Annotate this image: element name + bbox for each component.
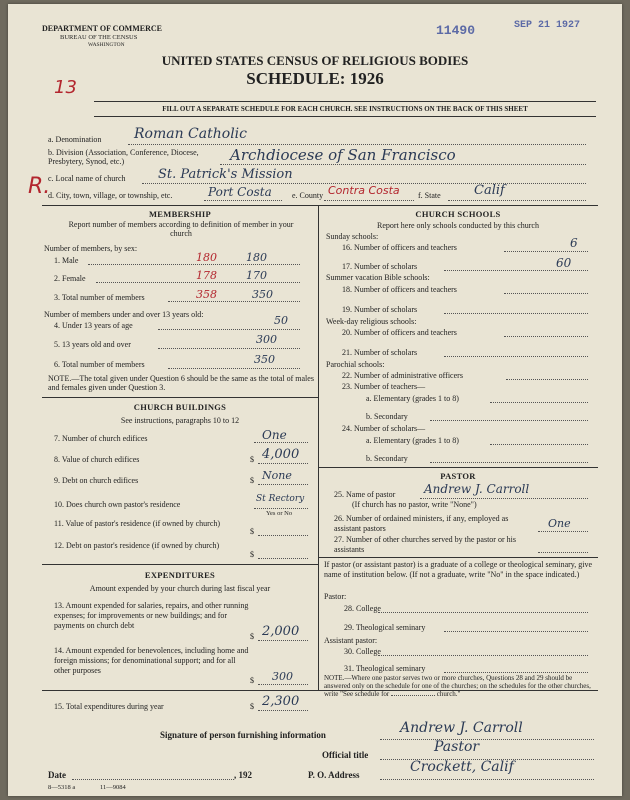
q13-dollar: $ — [250, 632, 254, 641]
form-subtitle: SCHEDULE: 1926 — [246, 69, 384, 88]
q29-label: 29. Theological seminary — [344, 623, 426, 632]
q8-label: 8. Value of church edifices — [54, 455, 140, 464]
city-value[interactable]: Port Costa — [208, 185, 272, 199]
q24-label: 24. Number of scholars— — [342, 424, 426, 433]
q21-label: 21. Number of scholars — [342, 348, 418, 357]
q17-value[interactable]: 60 — [556, 256, 572, 270]
q23b-label: b. Secondary — [366, 412, 408, 421]
q15-value[interactable]: 2,300 — [262, 694, 300, 709]
q25-label: 25. Name of pastor — [334, 490, 396, 499]
q15-label: 15. Total expenditures during year — [54, 702, 164, 711]
q9-dollar: $ — [250, 476, 254, 485]
q30-label: 30. College — [344, 647, 381, 656]
buildings-heading: CHURCH BUILDINGS — [133, 402, 227, 412]
q2-original: 178 — [196, 269, 217, 282]
local-name-value[interactable]: St. Patrick's Mission — [158, 167, 293, 182]
division-label: b. Division (Association, Conference, Diocese, Presbytery, Synod, etc.) — [48, 148, 199, 166]
q6-label: 6. Total number of members — [54, 360, 145, 369]
vacation-schools-label: Summer vacation Bible schools: — [326, 273, 430, 282]
pastor-note — [324, 674, 596, 698]
po-address-label: P. O. Address — [308, 770, 360, 780]
buildings-intro: See instructions, paragraphs 10 to 12 — [120, 416, 240, 425]
q23-label: 23. Number of teachers— — [342, 382, 426, 391]
serial-number-stamp: 11490 — [436, 23, 476, 38]
q24b-label: b. Secondary — [366, 454, 408, 463]
handwritten-13: 13 — [54, 77, 77, 98]
q5-value[interactable]: 300 — [256, 333, 277, 346]
q1-original: 180 — [196, 251, 217, 264]
schools-heading: CHURCH SCHOOLS — [415, 209, 501, 219]
date-received-stamp: SEP 21 1927 — [514, 20, 581, 31]
date-label: Date — [48, 770, 66, 780]
state-value[interactable]: Calif — [474, 183, 505, 198]
q13-value[interactable]: 2,000 — [262, 624, 300, 639]
q26-label: 26. Number of ordained ministers, if any, employed as assistant pastors — [334, 514, 509, 533]
print-number: 11—9084 — [100, 784, 126, 791]
q14-value[interactable]: 300 — [272, 670, 293, 683]
q1-label: 1. Male — [54, 256, 79, 265]
instruction-line: FILL OUT A SEPARATE SCHEDULE FOR EACH CHURCH. SEE INSTRUCTIONS ON THE BACK OF THIS SHEET — [162, 105, 528, 113]
signature-label: Signature of person furnishing information — [160, 730, 326, 740]
q7-value[interactable]: One — [262, 428, 287, 442]
members-by-sex-label: Number of members, by sex: — [44, 244, 138, 253]
city-label-field: d. City, town, village, or township, etc. — [48, 191, 173, 200]
q2-label: 2. Female — [54, 274, 86, 283]
membership-intro: Report number of members according to definition of member in your church — [68, 220, 294, 238]
q11-label: 11. Value of pastor's residence (if owned by church) — [54, 519, 221, 528]
q16-label: 16. Number of officers and teachers — [342, 243, 457, 252]
city-label: WASHINGTON — [88, 42, 125, 48]
q31-label: 31. Theological seminary — [344, 664, 426, 673]
membership-heading: MEMBERSHIP — [148, 209, 212, 219]
q24a-label: a. Elementary (grades 1 to 8) — [366, 436, 459, 445]
pastor-note-text: NOTE.—Where one pastor serves two or more churches, Questions 28 and 29 should be answered only on the schedule for one of the churches; on the schedules for the other churches, write "See schedule for — [324, 674, 591, 698]
q12-label: 12. Debt on pastor's residence (if owned by church) — [54, 541, 220, 550]
weekday-schools-label: Week-day religious schools: — [326, 317, 417, 326]
form-number: 8—5318 a — [48, 784, 76, 791]
signature-value[interactable]: Andrew J. Carroll — [400, 720, 523, 736]
bureau-label: BUREAU OF THE CENSUS — [60, 34, 138, 41]
age-intro-label: Number of members under and over 13 years old: — [44, 310, 204, 319]
q17-label: 17. Number of scholars — [342, 262, 418, 271]
q20-label: 20. Number of officers and teachers — [342, 328, 457, 337]
local-name-label: c. Local name of church — [48, 174, 126, 183]
q19-label: 19. Number of scholars — [342, 305, 418, 314]
schools-intro: Report here only schools conducted by this church — [377, 221, 539, 230]
q3-original: 358 — [196, 288, 217, 301]
q28-label: 28. College — [344, 604, 381, 613]
q9-label: 9. Debt on church edifices — [54, 476, 139, 485]
handwritten-r-mark: R. — [28, 174, 51, 199]
expenditures-heading: EXPENDITURES — [144, 570, 216, 580]
official-title-value[interactable]: Pastor — [434, 739, 480, 755]
yes-no-hint: Yes or No — [266, 510, 293, 517]
q22-label: 22. Number of administrative officers — [342, 371, 463, 380]
q4-value[interactable]: 50 — [274, 314, 288, 327]
q8-value[interactable]: 4,000 — [262, 447, 300, 462]
denomination-value[interactable]: Roman Catholic — [134, 126, 247, 142]
pastor-heading: PASTOR — [440, 471, 476, 481]
state-label: f. State — [418, 191, 441, 200]
division-value[interactable]: Archdiocese of San Francisco — [230, 146, 456, 164]
q1-value[interactable]: 180 — [246, 251, 267, 264]
assistant-pastor-label: Assistant pastor: — [324, 636, 378, 645]
q12-dollar: $ — [250, 550, 254, 559]
official-title-label: Official title — [322, 750, 369, 760]
q26-value[interactable]: One — [548, 517, 571, 530]
county-value[interactable]: Contra Costa — [328, 184, 400, 197]
q8-dollar: $ — [250, 455, 254, 464]
po-address-value[interactable]: Crockett, Calif — [410, 759, 514, 775]
q27-label: 27. Number of other churches served by the pastor or his assistants — [334, 535, 516, 554]
q5-label: 5. 13 years old and over — [54, 340, 131, 349]
date-year-label: , 192 — [234, 770, 252, 780]
q4-label: 4. Under 13 years of age — [54, 321, 133, 330]
sunday-schools-label: Sunday schools: — [326, 232, 379, 241]
q18-label: 18. Number of officers and teachers — [342, 285, 457, 294]
q14-dollar: $ — [250, 676, 254, 685]
denomination-label: a. Denomination — [48, 135, 102, 144]
q11-dollar: $ — [250, 527, 254, 536]
q6-value[interactable]: 350 — [254, 353, 275, 366]
q25-sub-label: (If church has no pastor, write "None") — [352, 500, 477, 509]
pastor-sub-label: Pastor: — [324, 592, 347, 601]
membership-note: NOTE.—The total given under Question 6 should be the same as the total of males and females given under Question 3. — [48, 374, 314, 392]
q10-label: 10. Does church own pastor's residence — [54, 500, 181, 509]
department-label: DEPARTMENT OF COMMERCE — [42, 24, 163, 33]
graduate-note: If pastor (or assistant pastor) is a graduate of a college or theological seminary, give name of institution below. (If not a graduate, write "No" in the space indicated.) — [324, 560, 593, 579]
q7-label: 7. Number of church edifices — [54, 434, 148, 443]
q23a-label: a. Elementary (grades 1 to 8) — [366, 394, 459, 403]
q9-value[interactable]: None — [262, 469, 292, 482]
parochial-schools-label: Parochial schools: — [326, 360, 385, 369]
expenditures-intro: Amount expended by your church during last fiscal year — [89, 584, 271, 593]
q10-value[interactable]: St Rectory — [256, 494, 305, 504]
census-schedule-form — [8, 4, 622, 796]
q16-value[interactable]: 6 — [570, 236, 578, 250]
pastor-note-end: church." — [436, 690, 461, 698]
q13-label: 13. Amount expended for salaries, repairs, and other running expenses; for improvements or new buildings; and for payments on church debt — [54, 601, 249, 630]
q14-label: 14. Amount expended for benevolences, including home and foreign missions; for denominational support; and for all other purposes — [54, 646, 249, 675]
q15-dollar: $ — [250, 702, 254, 711]
q25-value[interactable]: Andrew J. Carroll — [424, 482, 530, 496]
q3-value[interactable]: 350 — [252, 288, 273, 301]
q3-label: 3. Total number of members — [54, 293, 145, 302]
form-title: UNITED STATES CENSUS OF RELIGIOUS BODIES — [161, 53, 469, 68]
county-label: e. County — [292, 191, 324, 200]
q2-value[interactable]: 170 — [246, 269, 267, 282]
